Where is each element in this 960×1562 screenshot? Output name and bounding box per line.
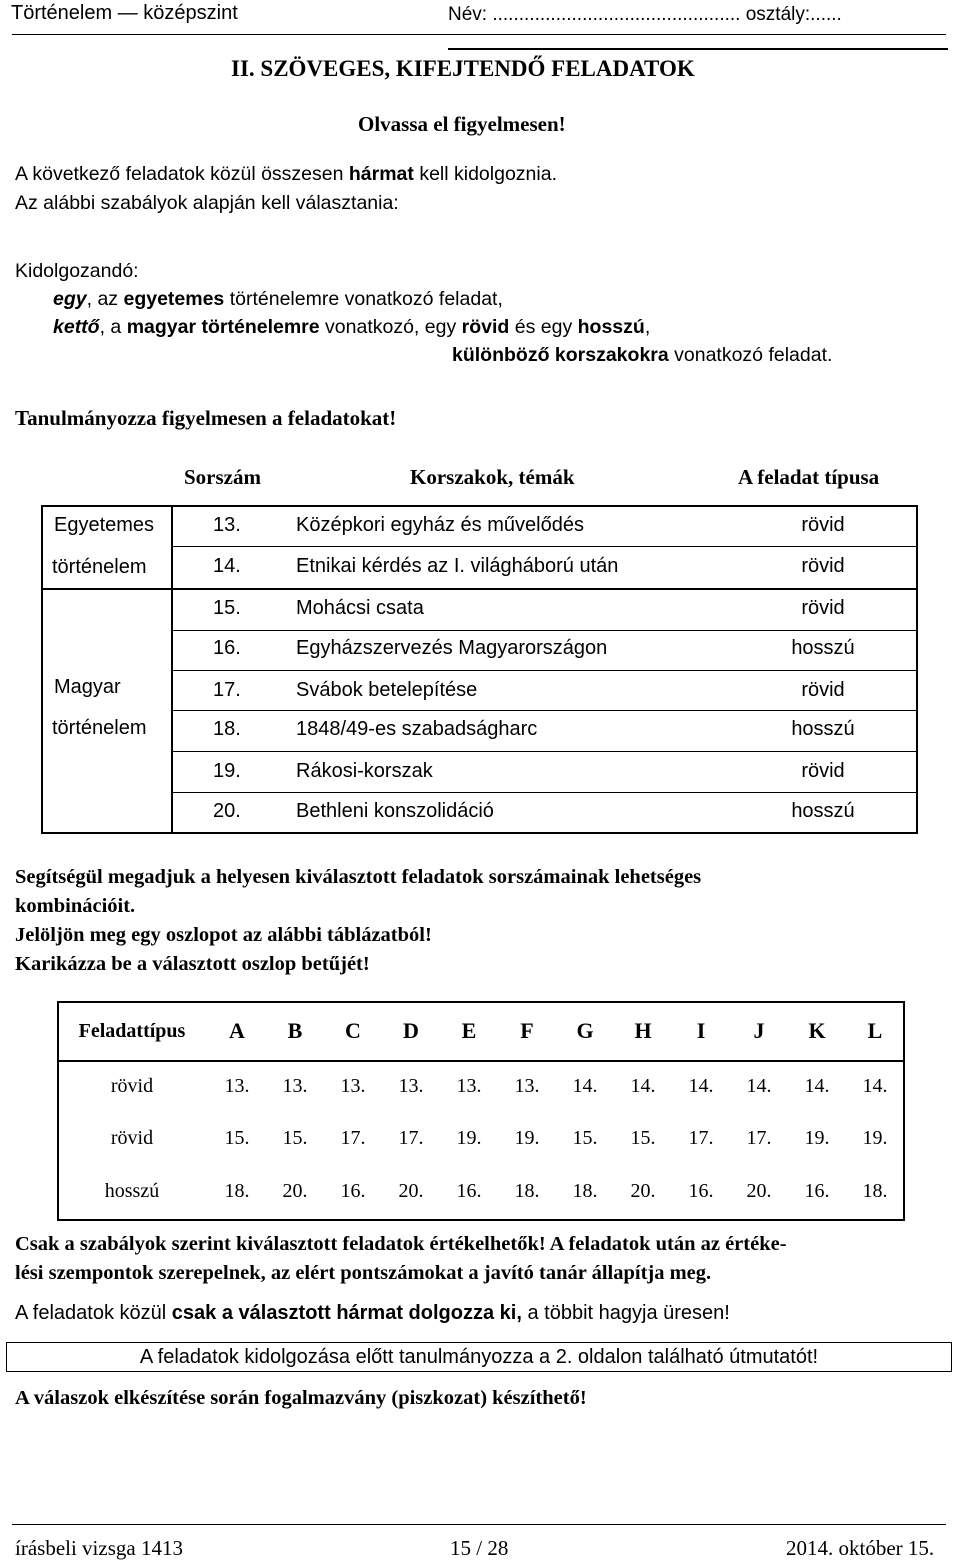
- help-line-2: kombinációit.: [15, 895, 136, 917]
- task-topic: Rákosi-korszak: [296, 760, 433, 782]
- combo-cell: 17.: [688, 1127, 714, 1149]
- right-top-rule: [448, 48, 948, 50]
- combo-letter-e[interactable]: E: [461, 1018, 477, 1043]
- task-topic: 1848/49-es szabadságharc: [296, 718, 538, 740]
- task-header-topic: Korszakok, témák: [410, 465, 575, 489]
- task-type: rövid: [801, 555, 845, 577]
- combo-cell: 20.: [282, 1180, 308, 1202]
- combo-row-label: rövid: [110, 1075, 154, 1097]
- footer-page: 15 / 28: [450, 1536, 509, 1560]
- combo-cell: 19.: [514, 1127, 540, 1149]
- intro-line-4: egy, az egyetemes történelemre vonatkozó feladat,: [53, 288, 503, 310]
- combo-cell: 20.: [398, 1180, 424, 1202]
- combo-cell: 14.: [746, 1075, 772, 1097]
- combo-letter-j[interactable]: J: [753, 1018, 765, 1043]
- combo-cell: 16.: [340, 1180, 366, 1202]
- task-num: 16.: [213, 637, 241, 659]
- task-type: hosszú: [791, 718, 855, 740]
- combo-cell: 19.: [456, 1127, 482, 1149]
- task-header-num: Sorszám: [184, 465, 261, 489]
- note-1-line-2: lési szempontok szerepelnek, az elért pontszámokat a javító tanár állapítja meg.: [15, 1262, 712, 1284]
- intro-line-3: Kidolgozandó:: [15, 260, 139, 282]
- task-num: 20.: [213, 800, 241, 822]
- combo-cell: 15.: [630, 1127, 656, 1149]
- task-num: 13.: [213, 514, 241, 536]
- combo-cell: 17.: [398, 1127, 424, 1149]
- combo-cell: 13.: [224, 1075, 250, 1097]
- header-left: Történelem — középszint: [11, 2, 238, 24]
- combo-cell: 15.: [572, 1127, 598, 1149]
- combo-cell: 18.: [862, 1180, 888, 1202]
- task-topic: Etnikai kérdés az I. világháború után: [296, 555, 619, 577]
- task-type: hosszú: [791, 637, 855, 659]
- read-carefully: Olvassa el figyelmesen!: [358, 112, 566, 136]
- combo-cell: 17.: [746, 1127, 772, 1149]
- combo-cell: 19.: [804, 1127, 830, 1149]
- combo-cell: 13.: [456, 1075, 482, 1097]
- group-hungarian-1: Magyar: [54, 676, 121, 698]
- combo-cell: 18.: [514, 1180, 540, 1202]
- combo-letter-f[interactable]: F: [520, 1018, 534, 1043]
- combo-letter-b[interactable]: B: [287, 1018, 303, 1043]
- combo-cell: 14.: [804, 1075, 830, 1097]
- footer-left: írásbeli vizsga 1413: [15, 1536, 183, 1560]
- header-rule: [12, 34, 946, 35]
- combo-letter-k[interactable]: K: [808, 1018, 826, 1043]
- footer-rule: [12, 1524, 946, 1525]
- group-universal-2: történelem: [52, 556, 147, 578]
- task-topic: Egyházszervezés Magyarországon: [296, 637, 608, 659]
- study-tasks: Tanulmányozza figyelmesen a feladatokat!: [15, 406, 397, 430]
- combo-cell: 13.: [340, 1075, 366, 1097]
- task-topic: Mohácsi csata: [296, 597, 424, 619]
- combo-cell: 13.: [514, 1075, 540, 1097]
- combo-cell: 14.: [862, 1075, 888, 1097]
- note-1-line-1: Csak a szabályok szerint kiválasztott feladatok értékelhetők! A feladatok után az értéke-: [15, 1233, 787, 1255]
- combo-row-label: rövid: [110, 1127, 154, 1149]
- combo-cell: 16.: [688, 1180, 714, 1202]
- combo-cell: 13.: [282, 1075, 308, 1097]
- combo-cell: 14.: [572, 1075, 598, 1097]
- task-type: hosszú: [791, 800, 855, 822]
- task-num: 15.: [213, 597, 241, 619]
- combo-cell: 20.: [630, 1180, 656, 1202]
- combo-cell: 14.: [630, 1075, 656, 1097]
- intro-line-1: A következő feladatok közül összesen hármat kell kidolgoznia.: [15, 163, 557, 185]
- help-line-1: Segítségül megadjuk a helyesen kiválasztott feladatok sorszámainak lehetséges: [15, 866, 702, 888]
- footer-date: 2014. október 15.: [786, 1536, 935, 1560]
- combo-letter-a[interactable]: A: [229, 1018, 245, 1043]
- combo-letter-g[interactable]: G: [576, 1018, 594, 1043]
- combo-cell: 15.: [224, 1127, 250, 1149]
- note-2: A feladatok közül csak a választott hármat dolgozza ki, a többit hagyja üresen!: [15, 1302, 730, 1324]
- task-header-type: A feladat típusa: [738, 465, 880, 489]
- task-num: 14.: [213, 555, 241, 577]
- intro-line-5: kettő, a magyar történelemre vonatkozó, egy rövid és egy hosszú,: [53, 316, 651, 338]
- task-type: rövid: [801, 597, 845, 619]
- task-topic: Bethleni konszolidáció: [296, 800, 494, 822]
- combo-cell: 16.: [804, 1180, 830, 1202]
- task-num: 19.: [213, 760, 241, 782]
- combo-cell: 20.: [746, 1180, 772, 1202]
- combo-cell: 19.: [862, 1127, 888, 1149]
- combo-cell: 15.: [282, 1127, 308, 1149]
- combo-letter-c[interactable]: C: [345, 1018, 361, 1043]
- combo-row-label: hosszú: [104, 1180, 160, 1202]
- header-name-class: Név: ............................................... osztály:......: [448, 4, 842, 25]
- section-title: II. SZÖVEGES, KIFEJTENDŐ FELADATOK: [231, 56, 695, 81]
- combo-cell: 18.: [224, 1180, 250, 1202]
- combo-cell: 13.: [398, 1075, 424, 1097]
- combo-cell: 14.: [688, 1075, 714, 1097]
- combo-letter-h[interactable]: H: [634, 1018, 652, 1043]
- combo-letter-l[interactable]: L: [867, 1018, 883, 1043]
- intro-line-6: különböző korszakokra vonatkozó feladat.: [452, 344, 833, 366]
- combo-header-label: Feladattípus: [78, 1020, 186, 1042]
- task-type: rövid: [801, 679, 845, 701]
- help-line-3: Jelöljön meg egy oszlopot az alábbi táblázatból!: [15, 924, 432, 946]
- intro-line-2: Az alábbi szabályok alapján kell választania:: [15, 192, 399, 214]
- task-num: 17.: [213, 679, 241, 701]
- combo-letter-i[interactable]: I: [696, 1018, 706, 1043]
- task-type: rövid: [801, 514, 845, 536]
- guidance-text: A feladatok kidolgozása előtt tanulmányozza a 2. oldalon található útmutatót!: [139, 1346, 819, 1368]
- help-line-4: Karikázza be a választott oszlop betűjét!: [15, 953, 370, 975]
- group-hungarian-2: történelem: [52, 717, 147, 739]
- combo-letter-d[interactable]: D: [403, 1018, 419, 1043]
- task-type: rövid: [801, 760, 845, 782]
- draft-note: A válaszok elkészítése során fogalmazvány (piszkozat) készíthető!: [15, 1387, 587, 1409]
- combo-cell: 18.: [572, 1180, 598, 1202]
- task-topic: Középkori egyház és művelődés: [296, 514, 584, 536]
- group-universal-1: Egyetemes: [54, 514, 155, 536]
- combo-cell: 16.: [456, 1180, 482, 1202]
- task-num: 18.: [213, 718, 241, 740]
- combo-cell: 17.: [340, 1127, 366, 1149]
- task-topic: Svábok betelepítése: [296, 679, 478, 701]
